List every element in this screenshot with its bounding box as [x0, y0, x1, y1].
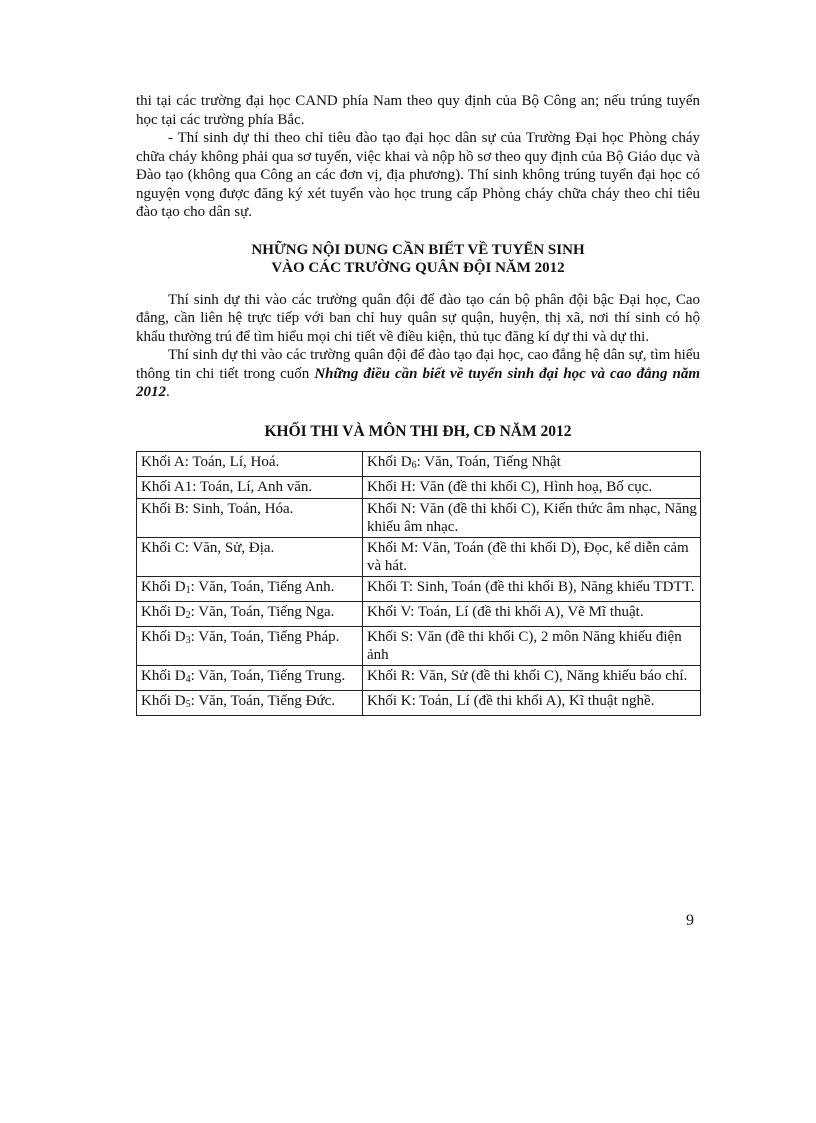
table-cell-right	[363, 452, 701, 477]
cell-text: Khối N: Văn (đề thi khối C), Kiến thức âm nhạc, Năng khiếu âm nhạc.	[367, 501, 697, 535]
table-cell-right	[363, 499, 701, 538]
cell-text-continued: : Văn, Toán, Tiếng Anh.	[190, 579, 335, 595]
intro-paragraph-1: thi tại các trường đại học CAND phía Nam theo quy định của Bộ Công an; nếu trúng tuyển học tại các trường phía Bắc.	[136, 93, 700, 128]
table-row	[137, 499, 701, 538]
exam-blocks-table	[136, 451, 701, 716]
cell-subscript: 6	[411, 460, 417, 471]
table-row	[137, 666, 701, 691]
cell-text: Khối C: Văn, Sử, Địa.	[141, 540, 275, 556]
cell-text: Khối M: Văn, Toán (đề thi khối D), Đọc, kể diễn cảm và hát.	[367, 540, 689, 574]
intro-paragraph-2: - Thí sinh dự thi theo chỉ tiêu đào tạo đại học dân sự của Trường Đại học Phòng cháy chữa cháy không phải qua sơ tuyển, việc khai và nộp hồ sơ theo quy định của Bộ Giáo dục và Đào tạo (không qua Công an các đơn vị, địa phương). Thí sinh không trúng tuyển đại học có nguyện vọng được đăng ký xét tuyển vào học trung cấp Phòng cháy chữa cháy theo chỉ tiêu đào tạo cho dân sự.	[136, 130, 700, 220]
table-cell-left	[137, 602, 363, 627]
table-row	[137, 477, 701, 499]
cell-subscript: 1	[185, 585, 191, 596]
table-cell-left	[137, 499, 363, 538]
cell-subscript: 3	[185, 635, 191, 646]
cell-text: Khối D	[141, 579, 186, 595]
table-cell-right	[363, 666, 701, 691]
table-title: KHỐI THI VÀ MÔN THI ĐH, CĐ NĂM 2012	[264, 422, 572, 440]
table-cell-right	[363, 538, 701, 577]
table-cell-left	[137, 577, 363, 602]
cell-text: Khối D	[141, 629, 186, 645]
table-cell-left	[137, 627, 363, 666]
section-paragraph-2	[136, 346, 700, 402]
table-row	[137, 577, 701, 602]
cell-text: Khối D	[141, 604, 186, 620]
table-cell-left	[137, 452, 363, 477]
cell-text: Khối K: Toán, Lí (đề thi khối A), Kĩ thuật nghề.	[367, 693, 655, 709]
table-cell-left	[137, 691, 363, 716]
cell-text-continued: : Văn, Toán, Tiếng Nhật	[416, 454, 561, 470]
page-number: 9	[686, 912, 694, 929]
table-row	[137, 691, 701, 716]
cell-text-continued: : Văn, Toán, Tiếng Trung.	[190, 668, 346, 684]
cell-text-continued: : Văn, Toán, Tiếng Nga.	[190, 604, 335, 620]
cell-text: Khối H: Văn (đề thi khối C), Hình hoạ, Bố cục.	[367, 479, 653, 495]
section-paragraph-2-text: Thí sinh dự thi vào các trường quân đội để đào tạo đại học, cao đẳng hệ dân sự, tìm hiểu thông tin chi tiết trong cuốn	[136, 347, 700, 382]
section-heading-line-2: VÀO CÁC TRƯỜNG QUÂN ĐỘI NĂM 2012	[271, 260, 565, 276]
section-heading	[136, 241, 700, 278]
table-cell-right	[363, 577, 701, 602]
table-cell-right	[363, 627, 701, 666]
document-page	[136, 92, 700, 716]
cell-text: Khối A: Toán, Lí, Hoá.	[141, 454, 280, 470]
table-cell-left	[137, 666, 363, 691]
table-cell-right	[363, 477, 701, 499]
table-cell-left	[137, 538, 363, 577]
cell-text: Khối R: Văn, Sử (đề thi khối C), Năng khiếu báo chí.	[367, 668, 688, 684]
section-heading-line-1: NHỮNG NỘI DUNG CẦN BIẾT VỀ TUYỂN SINH	[251, 241, 585, 258]
cell-text: Khối D	[141, 668, 186, 684]
table-row	[137, 538, 701, 577]
cell-subscript: 2	[185, 610, 191, 621]
table-cell-right	[363, 691, 701, 716]
table-cell-left	[137, 477, 363, 499]
table-cell-right	[363, 602, 701, 627]
cell-text: Khối S: Văn (đề thi khối C), 2 môn Năng khiếu điện ảnh	[367, 629, 682, 663]
section-paragraph-1: Thí sinh dự thi vào các trường quân đội để đào tạo cán bộ phân đội bậc Đại học, Cao đẳng, cần liên hệ trực tiếp với ban chỉ huy quân sự quận, huyện, thị xã, nơi thí sinh có hộ khẩu thường trú để tìm hiểu mọi chi tiết về điều kiện, thủ tục đăng kí dự thi và dự thi.	[136, 291, 700, 345]
table-row	[137, 452, 701, 477]
cell-text: Khối D	[141, 693, 186, 709]
table-row	[137, 627, 701, 666]
cell-text: Khối B: Sinh, Toán, Hóa.	[141, 501, 294, 517]
book-title: Những điều cần biết về tuyển sinh đại học và cao đẳng năm 2012	[136, 365, 701, 400]
section-paragraph-2-end: .	[166, 384, 170, 400]
cell-text: Khối V: Toán, Lí (đề thi khối A), Vẽ Mĩ thuật.	[367, 604, 644, 620]
cell-text: Khối D	[367, 454, 412, 470]
cell-text: Khối A1: Toán, Lí, Anh văn.	[141, 479, 313, 495]
cell-text-continued: : Văn, Toán, Tiếng Pháp.	[190, 629, 340, 645]
cell-subscript: 5	[185, 699, 191, 710]
cell-text-continued: : Văn, Toán, Tiếng Đức.	[190, 693, 336, 709]
cell-subscript: 4	[185, 674, 191, 685]
table-row	[137, 602, 701, 627]
cell-text: Khối T: Sinh, Toán (đề thi khối B), Năng khiếu TDTT.	[367, 579, 695, 595]
